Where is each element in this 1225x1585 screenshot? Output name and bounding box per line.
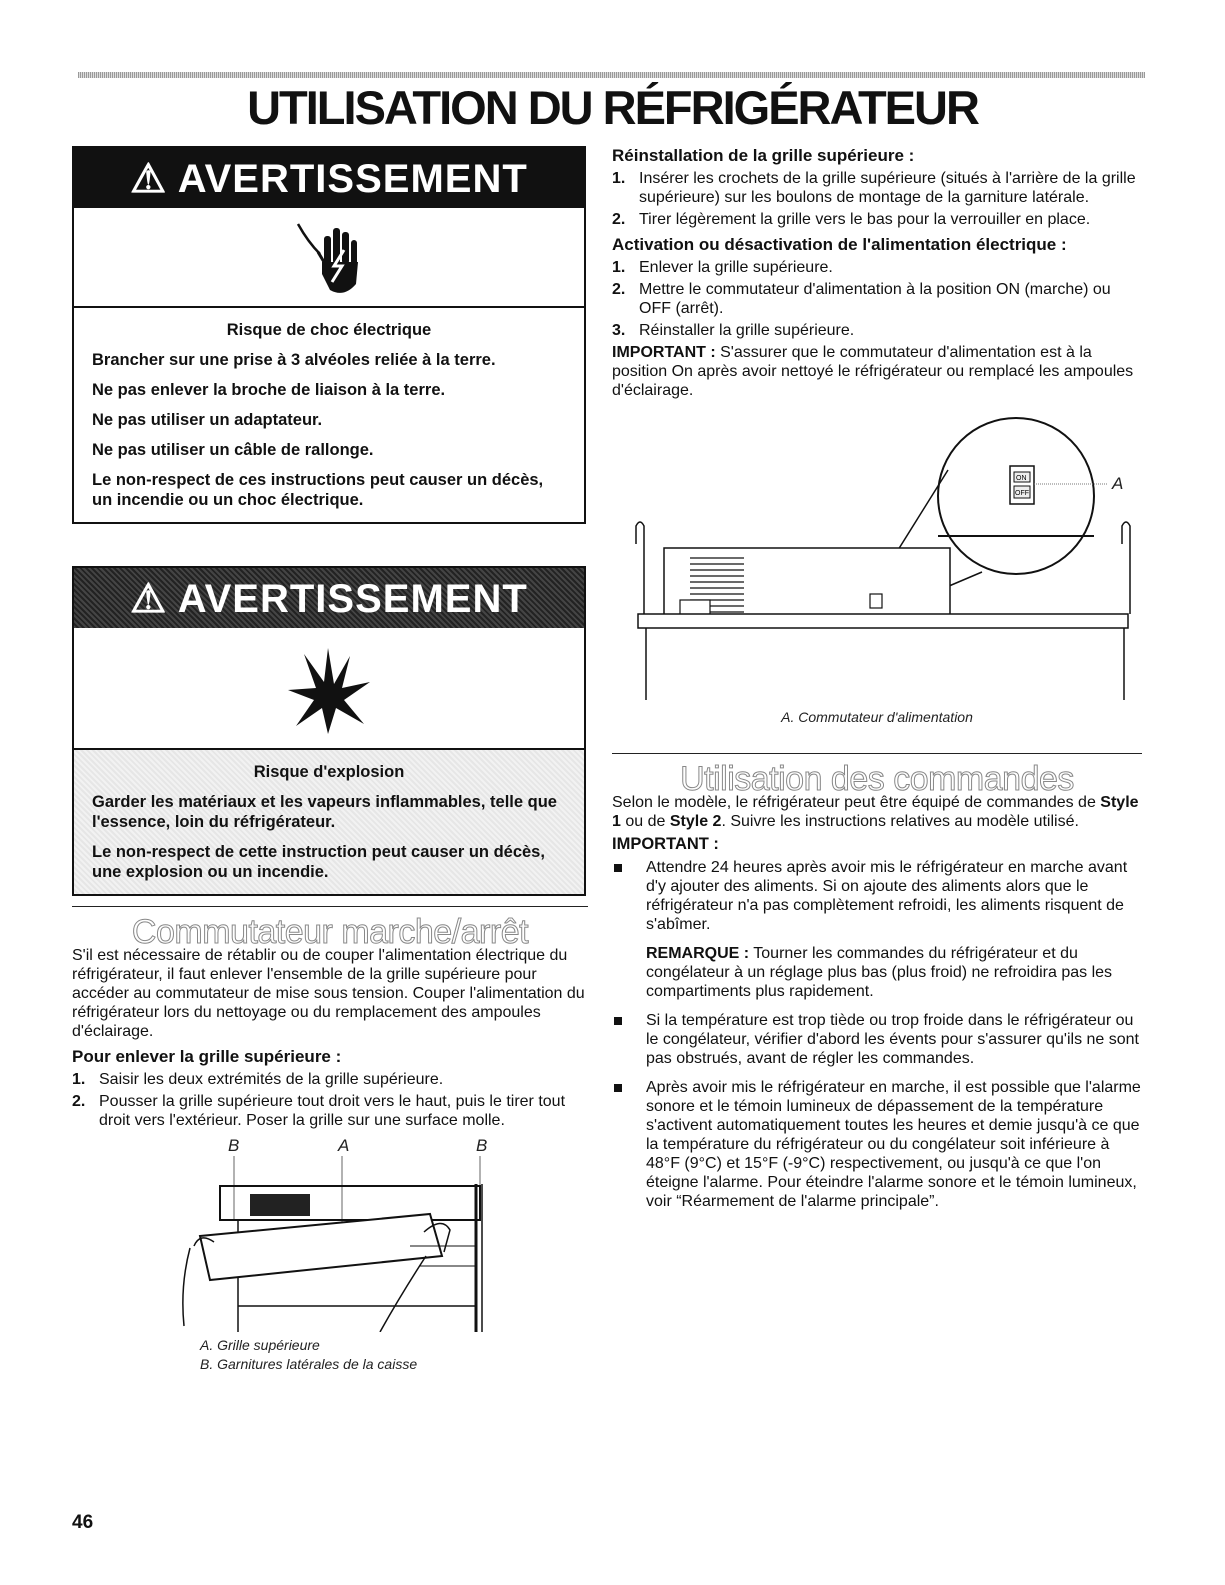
warning-header: ⚠ AVERTISSEMENT: [74, 148, 584, 208]
risk-title: Risque d'explosion: [253, 763, 405, 781]
section-intro: Selon le modèle, le réfrigérateur peut être équipé de commandes de Style 1 ou de Style 2. Suivre les instructions relatives au modèle utilisé.: [612, 794, 1139, 830]
step-item: 1. Enlever la grille supérieure.: [612, 259, 833, 276]
step-item: 2. Tirer légèrement la grille vers le bas pour la verrouiller en place.: [612, 211, 1091, 228]
electric-shock-hand-icon: [294, 214, 364, 300]
step-item: 2. Mettre le commutateur d'alimentation à la position ON (marche) ou OFF (arrêt).: [612, 281, 1111, 317]
step-item: 2. Pousser la grille supérieure tout droit vers le haut, puis le tirer tout droit vers l'extérieur. Poser la grille sur une surface molle.: [72, 1093, 566, 1129]
warning-consequence: Le non-respect de ces instructions peut causer un décès, un incendie ou un choc électrique.: [92, 471, 544, 509]
grille-removal-illustration: [180, 1156, 500, 1332]
switch-on-text: ON: [1016, 475, 1027, 482]
explosion-icon: [284, 642, 374, 738]
remove-steps: [72, 1070, 588, 1130]
warning-body: [74, 308, 584, 522]
grille-figure: [72, 1136, 588, 1336]
figure-label-b-right: B: [476, 1136, 488, 1155]
figure-caption: A. Commutateur d'alimentation: [781, 709, 973, 725]
list-item: Si la température est trop tiède ou trop froide dans le réfrigérateur ou le congélateur, vérifier d'abord les évents pour s'assurer qu'ils ne sont pas obstrués, avant de régler les commandes.: [612, 1011, 1142, 1068]
step-item: 1. Insérer les crochets de la grille supérieure (situés à l'arrière de la grille supérieure) sur les boulons de montage de la garniture latérale.: [612, 170, 1136, 206]
section-rule: [612, 753, 1142, 754]
warning-line: Brancher sur une prise à 3 alvéoles reliée à la terre.: [92, 351, 496, 369]
figure-label-b-left: B: [228, 1136, 240, 1155]
warning-icon-area: [74, 208, 584, 308]
warning-box-shock: [72, 146, 586, 524]
warning-box-explosion: [72, 566, 586, 896]
power-toggle-steps: [612, 258, 1142, 340]
section-title: Commutateur marche/arrêt: [131, 913, 529, 951]
right-column: [612, 146, 1142, 1221]
warning-triangle-icon: ⚠: [130, 577, 168, 621]
list-item: Après avoir mis le réfrigérateur en marche, il est possible que l'alarme sonore et le témoin lumineux de dépassement de la température s'activent automatiquement toutes les heures et demie jusqu'à ce que la température du réfrigérateur ou du congélateur soit inférieure à 48°F (9°C) et 15°F (-9°C) respectivement, ou jusqu'à ce que l'on éteigne l'alarme. Pour éteindre l'alarme sonore et le témoin lumineux, voir “Réarmement de l'alarme principale”.: [612, 1078, 1142, 1211]
warning-consequence: Le non-respect de cette instruction peut causer un décès, une explosion ou un incendie.: [92, 843, 545, 881]
warning-icon-area: [74, 628, 584, 750]
warning-triangle-icon: ⚠: [130, 157, 168, 201]
bullet-square-icon: [614, 1017, 622, 1025]
subheading: Activation ou désactivation de l'alimentation électrique :: [612, 235, 1067, 254]
section-rule: [72, 906, 588, 907]
page-number: 46: [72, 1512, 94, 1533]
switch-figure: [612, 414, 1142, 724]
bullet-square-icon: [614, 1084, 622, 1092]
subheading: Pour enlever la grille supérieure :: [72, 1047, 342, 1066]
step-item: 1. Saisir les deux extrémités de la grille supérieure.: [72, 1071, 444, 1088]
controls-bullets: [612, 858, 1142, 1211]
top-rule: [78, 72, 1145, 78]
power-switch-section: [72, 906, 588, 1374]
bullet-square-icon: [614, 864, 622, 872]
figure-caption-a: A. Grille supérieure: [200, 1337, 320, 1353]
warning-line: Ne pas utiliser un câble de rallonge.: [92, 441, 374, 459]
subheading: Réinstallation de la grille supérieure :: [612, 146, 915, 165]
section-intro: S'il est nécessaire de rétablir ou de couper l'alimentation électrique du réfrigérateur, il faut enlever l'ensemble de la grille supérieure pour accéder au commutateur de mise sous tension. Couper l'alimentation du réfrigérateur lors du nettoyage ou du remplacement des ampoules d'éclairage.: [72, 947, 585, 1040]
risk-title: Risque de choc électrique: [226, 321, 432, 339]
warning-header: ⚠ AVERTISSEMENT: [74, 568, 584, 628]
figure-label-a: A: [1112, 474, 1124, 493]
important-label: IMPORTANT :: [612, 835, 719, 853]
switch-off-text: OFF: [1015, 490, 1029, 497]
page-title: UTILISATION DU RÉFRIGÉRATEUR: [247, 81, 978, 134]
warning-body: [74, 750, 584, 894]
figure-label-a: A: [338, 1136, 350, 1155]
warning-line: Ne pas enlever la broche de liaison à la terre.: [92, 381, 446, 399]
warning-line: Ne pas utiliser un adaptateur.: [92, 411, 323, 429]
figure-caption-b: B. Garnitures latérales de la caisse: [200, 1356, 418, 1372]
power-switch-illustration: [618, 414, 1138, 704]
warning-line: Garder les matériaux et les vapeurs inflammables, telle que l'essence, loin du réfrigérateur.: [92, 793, 557, 831]
remarque-note: REMARQUE : Tourner les commandes du réfrigérateur et du congélateur à un réglage plus bas (plus froid) ne refroidira pas les compartiments plus rapidement.: [646, 945, 1113, 1000]
important-note: IMPORTANT : S'assurer que le commutateur d'alimentation est à la position On après avoir nettoyé le réfrigérateur ou remplacé les ampoules d'éclairage.: [612, 344, 1134, 399]
reinstall-steps: [612, 169, 1142, 229]
list-item: Attendre 24 heures après avoir mis le réfrigérateur en marche avant d'y ajouter des aliments. Si on ajoute des aliments alors que le réfrigérateur n'a pas complètement refroidi, les aliments risquent de s'abîmer. REMARQUE : Tourner les commandes du réfrigérateur et du congélateur à un réglage plus bas (plus froid) ne refroidira pas les compartiments plus rapidement.: [612, 858, 1142, 1001]
section-title: Utilisation des commandes: [680, 760, 1074, 798]
step-item: 3. Réinstaller la grille supérieure.: [612, 322, 855, 339]
